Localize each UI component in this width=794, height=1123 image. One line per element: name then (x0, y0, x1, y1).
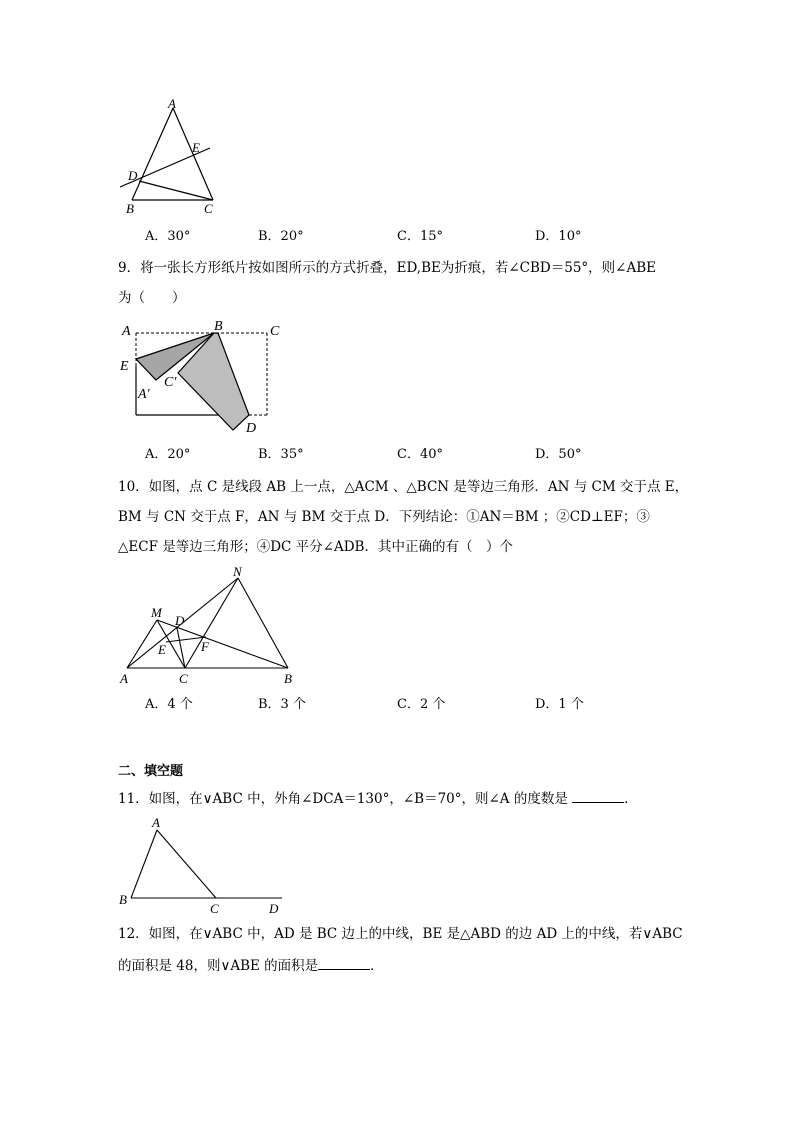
q8-label-b: B (126, 201, 134, 216)
q11-label-a: A (152, 815, 160, 830)
q9-option-b: B．35° (258, 447, 304, 462)
q10-label-f: F (201, 639, 209, 654)
q12-stem-line1: 12．如图，在∨ABC 中，AD 是 BC 边上的中线，BE 是△ABD 的边 AD 上的中线，若∨ABC (118, 926, 683, 942)
q11-stem (118, 789, 638, 809)
q8-label-a: A (168, 96, 176, 111)
q11-answer-blank[interactable] (572, 790, 624, 803)
section-heading: 二、填空题 (118, 764, 184, 779)
q9-label-d: D (246, 421, 257, 436)
q10-figure (112, 562, 312, 688)
q8-option-b: B．20° (258, 229, 304, 244)
q10-label-d: D (175, 613, 185, 628)
q8-label-e: E (192, 140, 200, 155)
q10-label-n: N (233, 564, 242, 579)
q9-label-e: E (120, 359, 129, 374)
q9-label-a: A (122, 324, 131, 339)
q12-stem-text: 的面积是 48，则∨ABE 的面积是 (118, 958, 319, 974)
q10-option-a: A．4 个 (145, 697, 193, 712)
q11-figure (112, 812, 292, 918)
q12-stem-end: ． (370, 958, 384, 974)
q9-label-b: B (214, 319, 223, 334)
q12-stem-line2 (118, 956, 384, 976)
q10-stem-line1: 10．如图，点 C 是线段 AB 上一点，△ACM 、△BCN 是等边三角形．AN 与 CM 交于点 E， (118, 479, 689, 495)
q10-option-b: B．3 个 (258, 697, 306, 712)
q8-option-a: A．30° (145, 229, 191, 244)
q9-option-c: C．40° (397, 447, 443, 462)
q9-option-d: D．50° (535, 447, 582, 462)
q12-answer-blank[interactable] (318, 957, 370, 970)
q11-label-c: C (210, 901, 219, 916)
q8-label-c: C (204, 201, 213, 216)
q8-label-d: D (128, 168, 138, 183)
q11-label-b: B (119, 892, 127, 907)
q10-option-d: D．1 个 (535, 697, 584, 712)
q8-figure (112, 96, 242, 220)
q11-stem-end: ． (624, 791, 638, 807)
q10-label-b: B (284, 671, 292, 686)
q9-stem-line1: 9．将一张长方形纸片按如图所示的方式折叠，ED,BE为折痕，若∠CBD＝55°，则∠ABE (118, 260, 657, 276)
q9-label-c: C (270, 324, 280, 339)
q10-label-e: E (158, 642, 166, 657)
q10-label-a: A (120, 671, 128, 686)
q11-label-d: D (269, 901, 279, 916)
q10-label-m: M (151, 605, 162, 620)
q9-figure (112, 316, 292, 438)
q9-label-c-prime: C′ (164, 375, 177, 390)
q9-option-a: A．20° (145, 447, 191, 462)
q11-stem-text: 11．如图，在∨ABC 中，外角∠DCA＝130°，∠B＝70°，则∠A 的度数是 (118, 791, 568, 807)
q10-option-c: C．2 个 (397, 697, 446, 712)
q8-option-d: D．10° (535, 229, 582, 244)
q10-stem-line2: BM 与 CN 交于点 F，AN 与 BM 交于点 D．下列结论：①AN＝BM ；②CD⊥EF；③ (118, 509, 650, 525)
q10-label-c: C (179, 671, 188, 686)
q8-option-c: C．15° (397, 229, 443, 244)
q9-stem-line2: 为（ ） (118, 290, 186, 306)
q9-label-a-prime: A′ (138, 387, 150, 402)
q10-stem-line3: △ECF 是等边三角形；④DC 平分∠ADB．其中正确的有（ ）个 (118, 539, 513, 555)
